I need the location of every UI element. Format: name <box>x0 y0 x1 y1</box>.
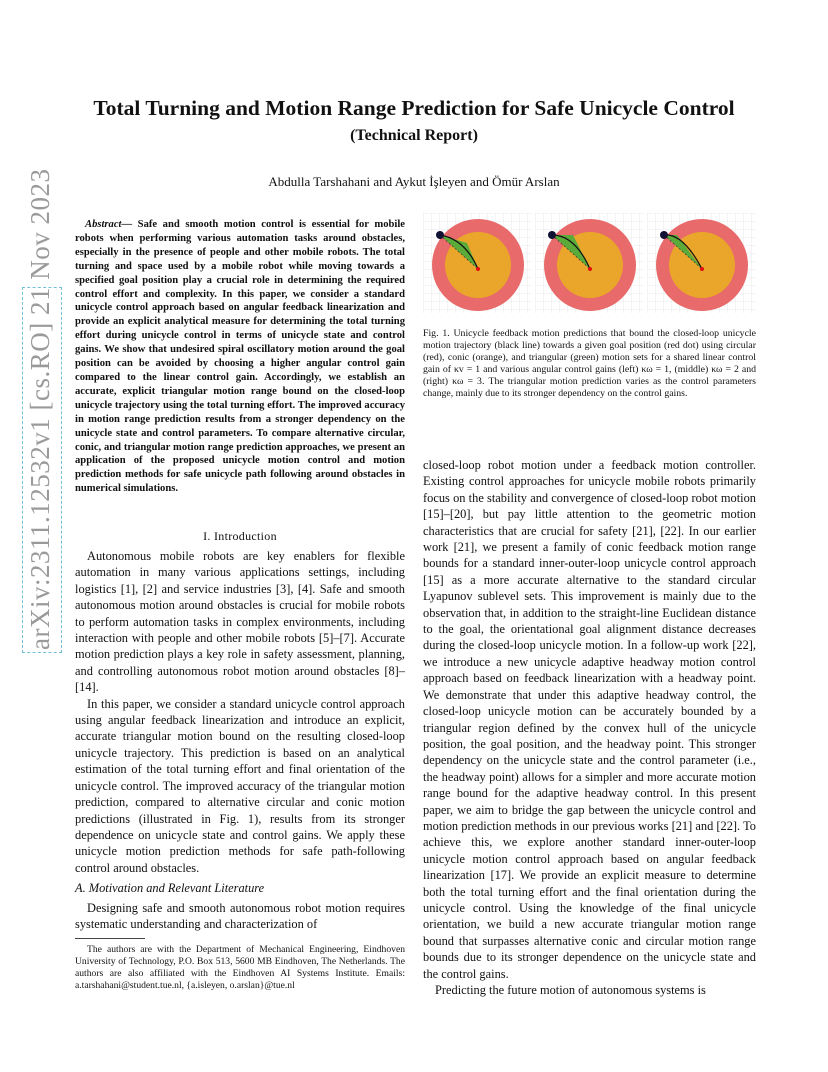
author-list: Abdulla Tarshahani and Aykut İşleyen and Ömür Arslan <box>268 174 560 189</box>
abstract <box>75 218 405 496</box>
intro-body <box>75 548 405 876</box>
body-paragraph: Predicting the future motion of autonomous systems is <box>435 983 706 997</box>
footnote-text: The authors are with the Department of Mechanical Engineering, Eindhoven University of Technology, P.O. Box 513, 5600 MB Eindhoven, The Netherlands. The authors are also affiliated with the Eindhoven AI Systems Institute. Emails: a.tarshahani@student.tue.nl, {a.isleyen, o.arslan}@tue.nl <box>75 944 405 991</box>
panel-right <box>647 213 756 313</box>
footnote <box>75 944 405 992</box>
goal-dot <box>588 267 592 271</box>
footnote-rule <box>75 938 145 939</box>
paper-subtitle: (Technical Report) <box>350 127 478 144</box>
right-column-body <box>423 457 756 998</box>
figure-1 <box>423 213 756 313</box>
goal-dot <box>476 267 480 271</box>
body-paragraph: closed-loop robot motion under a feedback motion controller. Existing control approaches for unicycle mobile robots primarily focus on the stability and convergence of closed-loop robot motion [15]–[20], but pay little attention to the geometric motion characteristics that are crucial for safety [21], [22]. In our earlier work [21], we present a family of conic feedback motion range bounds for a standard inner-outer-loop unicycle control approach [15] as a more accurate alternative to the standard circular Lyapunov sublevel sets. This improvement is mainly due to the observation that, in addition to the straight-line Euclidean distance to the goal, the orientational goal alignment distance decreases during the closed-loop unicycle motion. In a follow-up work [22], we introduce a new unicycle adaptive headway motion control approach based on feedback linearization with a headway point. We demonstrate that under this adaptive headway control, the closed-loop unicycle motion can be accurately bounded by a triangular region defined by the convex hull of the unicycle position, the goal position, and the headway point. This stronger dependency on the unicycle state and the control parameter (i.e., the headway point) allows for a simpler and more accurate motion range bound for the adaptive headway control. In this present paper, we aim to bridge the gap between the unicycle control and motion prediction methods in our previous works [21] and [22]. To achieve this, we explore another standard inner-outer-loop unicycle motion control approach based on angular feedback linearization [17]. We provide an explicit measure to determine both the total turning effort and the final orientation during the unicycle control. Using the knowledge of the final unicycle orientation, we build a new accurate triangular motion range bound that surpasses alternative conic and circular motion range bounds due to its stronger dependence on the unicycle state and the control gains. <box>423 458 756 981</box>
abstract-text: — Safe and smooth motion control is essential for mobile robots when performing various automation tasks around obstacles, especially in the presence of people and other mobile robots. The total turning and space used by a mobile robot while moving towards a specified goal position play a crucial role in determining the required control effort and complexity. In this paper, we consider a standard unicycle control approach based on angular feedback linearization and provide an explicit analytical measure for determining the total turning effort during unicycle control in terms of unicycle state and control gains. We show that undesired spiral oscillatory motion around the goal position can be avoided by choosing a higher angular control gain compared to the linear control gain. Accordingly, we establish an accurate, explicit triangular motion range bound on the closed-loop unicycle trajectory using the total turning effort. The improved accuracy in motion range prediction results from a stronger dependency on the unicycle state and control parameters. To compare alternative circular, conic, and triangular motion range prediction approaches, we present an application of the proposed unicycle motion control and motion prediction methods for safe unicycle path following around obstacles in numerical simulations. <box>75 219 405 495</box>
motivation-paragraph <box>75 900 405 933</box>
subsection-heading: A. Motivation and Relevant Literature <box>75 881 265 895</box>
unicycle-icon <box>436 231 444 239</box>
abstract-lead: Abstract <box>85 219 122 230</box>
goal-dot <box>700 267 704 271</box>
figure-caption: Fig. 1. Unicycle feedback motion predictions that bound the closed-loop unicycle motion trajectory (black line) towards a given goal position (red dot) using circular (red), conic (orange), and triangular (green) motion sets for a shared linear control gain of κv = 1 and various angular control gains (left) κω = 1, (middle) κω = 2 and (right) κω = 3. The triangular motion prediction varies as the control parameters change, mainly due to its stronger dependency on the control gains. <box>423 328 756 400</box>
unicycle-icon <box>548 231 556 239</box>
panel-left <box>423 213 532 313</box>
panel-middle <box>535 213 644 313</box>
paper-title: Total Turning and Motion Range Prediction for Safe Unicycle Control <box>93 96 735 120</box>
section-heading-intro: I. Introduction <box>203 529 277 543</box>
motivation-text: Designing safe and smooth autonomous robot motion requires systematic understanding and characterization of <box>75 901 405 932</box>
arxiv-stamp[interactable]: arXiv:2311.12532v1 [cs.RO] 21 Nov 2023 <box>25 290 59 650</box>
intro-paragraph: In this paper, we consider a standard unicycle control approach using angular feedback linearization and introduce an explicit, accurate triangular motion bound on the resulting closed-loop unicycle trajectory. This prediction is based on an analytical estimation of the total turning effort and final orientation of the unicycle control. The improved accuracy of the triangular motion prediction, compared to alternative circular and conic motion predictions (illustrated in Fig. 1), results from its stronger dependence on unicycle state and control gains. We apply these unicycle motion prediction methods for safe path-following control around obstacles. <box>75 696 405 875</box>
intro-paragraph: Autonomous mobile robots are key enablers for flexible automation in many various applications settings, including logistics [1], [2] and service industries [3], [4]. Safe and smooth autonomous motion around obstacles is crucial for mobile robots to perform automation tasks in complex environments, including interaction with people and other mobile robots [5]–[7]. Accurate motion prediction plays a key role in safety assessment, planning, and controlling autonomous robot motion around obstacles [8]–[14]. <box>75 549 405 695</box>
unicycle-icon <box>660 231 668 239</box>
